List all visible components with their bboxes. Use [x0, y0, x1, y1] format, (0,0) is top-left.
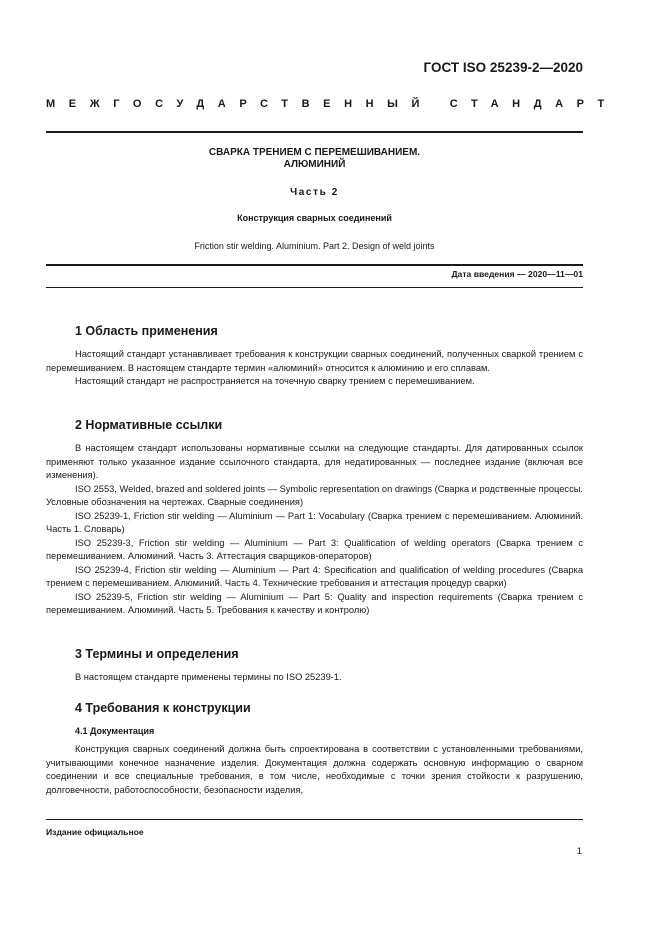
page-number: 1	[576, 846, 582, 857]
standard-code: ГОСТ ISO 25239-2—2020	[423, 60, 583, 75]
interstate-standard-label: МЕЖГОСУДАРСТВЕННЫЙ СТАНДАРТ	[46, 98, 618, 110]
paragraph: Настоящий стандарт не распространяется на точечную сварку трением с перемешиванием.	[75, 376, 475, 386]
section-2-body	[46, 442, 583, 618]
reference-item: ISO 25239-5, Friction stir welding — Aluminium — Part 5: Quality and inspection requirements (Сварка трением с перемешиванием. Алюминий. Часть 5. Требования к качеству и контролю)	[46, 591, 583, 615]
english-title: Friction stir welding. Aluminium. Part 2. Design of weld joints	[194, 241, 435, 251]
reference-item: ISO 25239-1, Friction stir welding — Aluminium — Part 1: Vocabulary (Сварка трением с перемешиванием. Алюминий. Часть 1. Словарь)	[46, 510, 583, 534]
reference-item: ISO 2553, Welded, brazed and soldered joints — Symbolic representation on drawings (Сварка и родственные процессы. Условные обозначения на чертежах. Сварные соединения)	[46, 483, 583, 507]
top-divider	[46, 131, 583, 133]
reference-item: ISO 25239-4, Friction stir welding — Aluminium — Part 4: Specification and qualification of welding procedures (Сварка трением с перемешиванием. Алюминий. Часть 4. Технические требования и аттестация процедур сварки)	[46, 564, 583, 588]
subsection-4-1-heading: 4.1 Документация	[75, 726, 155, 736]
introduction-date: Дата введения — 2020—11—01	[451, 269, 583, 279]
section-2-heading: 2 Нормативные ссылки	[75, 418, 223, 432]
paragraph: Настоящий стандарт устанавливает требования к конструкции сварных соединений, полученных сваркой трением с перемешиванием. В настоящем стандарте термин «алюминий» относится к алюминию и его сплавам.	[46, 349, 583, 373]
paragraph: В настоящем стандарте применены термины по ISO 25239-1.	[75, 672, 342, 682]
title-divider	[46, 264, 583, 266]
date-divider	[46, 287, 583, 288]
footer-divider	[46, 819, 583, 820]
section-1-heading: 1 Область применения	[75, 324, 218, 338]
section-3-heading: 3 Термины и определения	[75, 647, 239, 661]
paragraph: В настоящем стандарт использованы нормативные ссылки на следующие стандарты. Для датированных ссылок применяют только указанное издание ссылочного стандарта, для недатированных — последнее издание (включая все изменения).	[46, 443, 583, 480]
section-4-heading: 4 Требования к конструкции	[75, 701, 251, 715]
document-title	[46, 147, 583, 171]
section-4-1-body	[46, 743, 583, 797]
paragraph: Конструкция сварных соединений должна быть спроектирована в соответствии с установленными требованиями, учитывающими конечное назначение изделия. Документация должна содержать основную информацию о сварном соединении и все специальные требования, в том числе, необходимые с точки зрения стойкости к разрушению, долговечности, работоспособности, безопасности изделия,	[46, 744, 583, 795]
section-3-body	[46, 671, 583, 685]
title-line-2: АЛЮМИНИЙ	[283, 159, 346, 170]
reference-item: ISO 25239-3, Friction stir welding — Aluminium — Part 3: Qualification of welding operators (Сварка трением с перемешиванием. Алюминий. Часть 3. Аттестация сварщиков-операторов)	[46, 537, 583, 561]
official-edition-label: Издание официальное	[46, 827, 144, 837]
document-subtitle: Конструкция сварных соединений	[237, 213, 392, 223]
title-line-1: СВАРКА ТРЕНИЕМ С ПЕРЕМЕШИВАНИЕМ.	[208, 147, 421, 158]
section-1-body	[46, 348, 583, 389]
part-label: Часть 2	[290, 187, 339, 198]
